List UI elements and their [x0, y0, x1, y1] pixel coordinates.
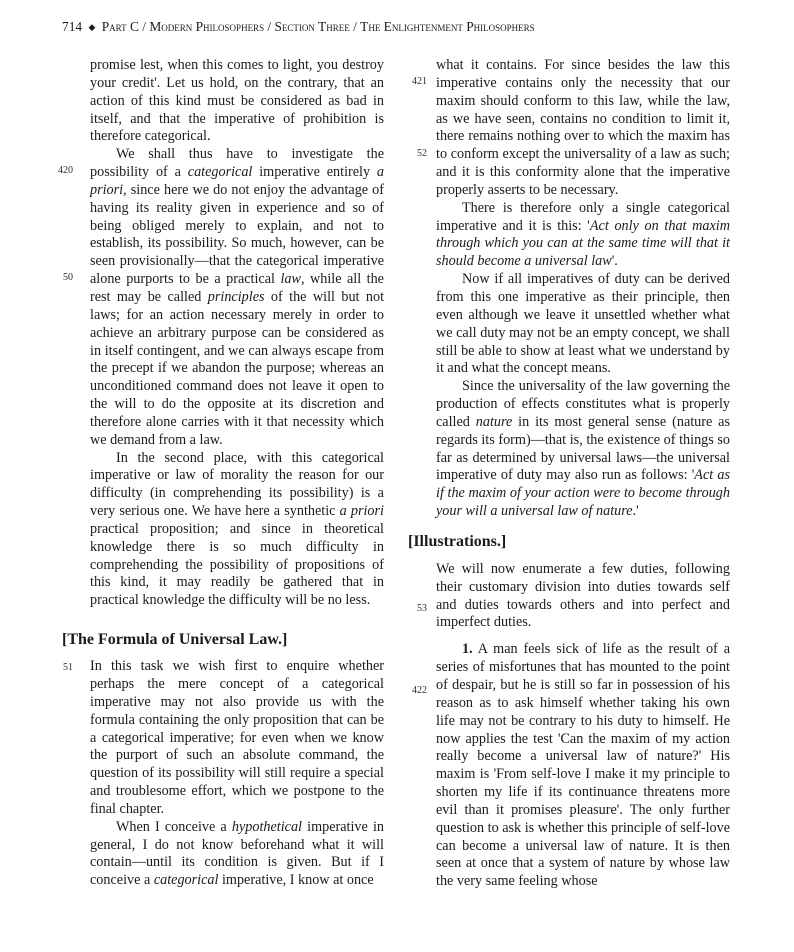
right-paragraph-3: Now if all imperatives of duty can be derived from this one imperative as their principle, then even although we leave it unsettled whether what we call duty may not be an empty concept, we shall still be able to show at least what we understand by it and what the concept means. — [436, 271, 730, 377]
diamond-separator-icon: ◆ — [88, 22, 96, 32]
illustration-number: 1. — [462, 641, 473, 658]
right-paragraph-4: Since the universality of the law governing the production of effects constitutes what is properly called nature in its most general sense (nature as regards its form)—that is, the existence of things so far as determined by universal laws—the universal imperative of duty may also run as follows: 'Act as if the maxim of your action were to become through your will a universal law of nature.' — [436, 378, 731, 520]
section-heading-universal-law: [The Formula of Universal Law.] — [62, 631, 288, 649]
margin-number-420: 420 — [58, 165, 73, 176]
margin-number-53: 53 — [417, 603, 427, 614]
header-section: Modern Philosophers / Section Three — [149, 19, 350, 34]
left-paragraph-3: In the second place, with this categorical imperative or law of morality the reason for our difficulty (in comprehending its possibility) is a very serious one. We have here a synthetic a priori practical proposition; and since in theoretical knowledge there is so much difficulty in comprehending the possibility of propositions of this kind, it may readily be gathered that in practical knowledge the difficulty will be no less. — [90, 449, 384, 609]
section-heading-illustrations: [Illustrations.] — [408, 532, 507, 550]
left-paragraph-1: promise lest, when this comes to light, you destroy your credit'. Let us hold, on the contrary, that an action of this kind must be considered as bad in itself, and that the imperative of prohibition is therefore categorical. — [90, 57, 384, 145]
left-paragraph-5: When I conceive a hypothetical imperative in general, I do not know beforehand what it will contain—until its condition is given. But if I conceive a categorical imperative, I know at once — [90, 818, 384, 889]
margin-number-51: 51 — [63, 662, 73, 673]
right-paragraph-5: We will now enumerate a few duties, following their customary division into duties towards self and duties towards others and into perfect and imperfect duties. — [436, 560, 730, 631]
left-paragraph-4: In this task we wish first to enquire whether perhaps the mere concept of a categorical imperative may not also provide us with the formula containing the only proposition that can be a categorical imperative; for even when we know the purport of such an absolute command, the question of its possibility will still require a special and troublesome effort, which we postpone to the final chapter. — [90, 658, 384, 817]
page-number: 714 — [62, 19, 83, 34]
margin-number-52: 52 — [417, 148, 427, 159]
margin-number-421: 421 — [412, 76, 427, 87]
right-paragraph-6: 1. A man feels sick of life as the result of a series of misfortunes that has mounted to the point of despair, but he is still so far in possession of his reason as to ask himself whether taking his own life may not be contrary to his duty to himself. He now applies the test 'Can the maxim of my action really become a universal law of nature?' His maxim is 'From self-love I make it my principle to shorten my life if its continuance threatens more evil than it promises pleasure'. The only further question to ask is whether this principle of self-love can become a universal law of nature. It is then seen at once that a system of nature by whose law the very same feeling whose — [436, 641, 730, 890]
right-paragraph-1: what it contains. For since besides the law this imperative contains only the necessity that our maxim should conform to this law, while the law, as we have seen, contains no condition to limit it, there remains nothing over to which the maxim has to conform except the universality of a law as such; and it is this conformity alone that the imperative properly asserts to be necessary. — [436, 57, 730, 198]
margin-number-422: 422 — [412, 685, 427, 696]
running-header: 714 ◆ Part C / Modern Philosophers / Section Three / The Enlightenment Philosophers — [62, 19, 535, 34]
left-paragraph-2: We shall thus have to investigate the possibility of a categorical imperative entirely a priori, since here we do not enjoy the advantage of having its reality given in experience and so of being obliged merely to explain, and not to establish, its possibility. So much, however, can be seen provisionally—that the categorical imperative alone purports to be a practical law, while all the rest may be called principles of the will but not laws; for an action necessary merely in order to achieve an arbitrary purpose can be considered as in itself contingent, and we can always escape from the precept if we abandon the purpose; whereas an unconditioned command does not leave it open to the will to do the opposite at its discretion and therefore alone carries with it that necessity which we demand from a law. — [90, 146, 385, 448]
margin-number-50: 50 — [63, 272, 73, 283]
header-part: Part C — [101, 19, 139, 34]
header-chapter: The Enlightenment Philosophers — [360, 19, 535, 34]
right-paragraph-2: There is therefore only a single categorical imperative and it is this: 'Act only on that maxim through which you can at the same time will that it should become a universal law'. — [436, 199, 730, 270]
